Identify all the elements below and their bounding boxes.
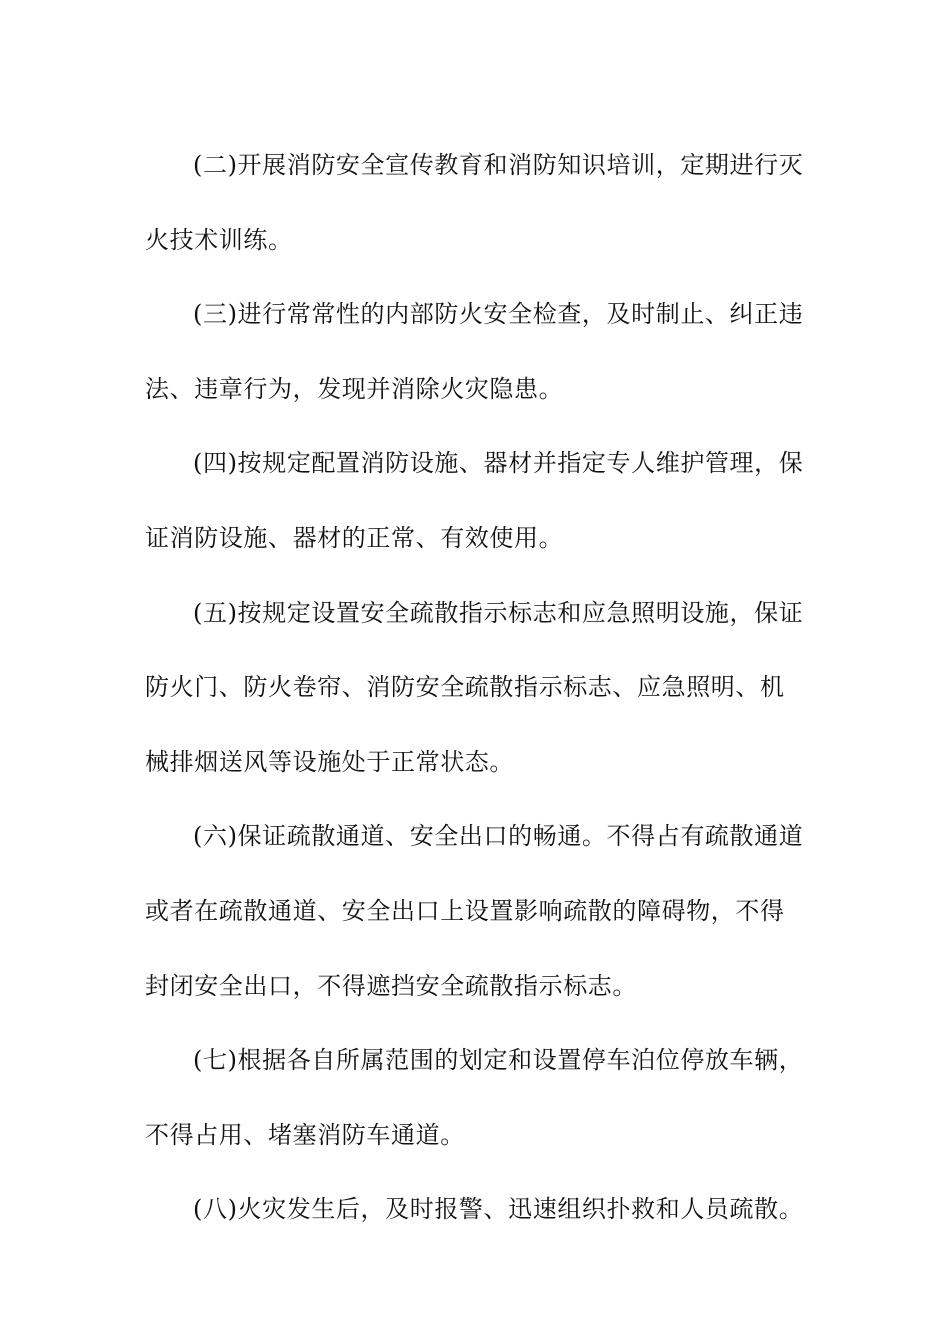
paragraph-item-4: (四)按规定配置消防设施、器材并指定专人维护管理，保证消防设施、器材的正常、有效使用。 bbox=[145, 449, 804, 552]
paragraph-item-6: (六)保证疏散通道、安全出口的畅通。不得占有疏散通道或者在疏散通道、安全出口上设置影响疏散的障碍物，不得封闭安全出口，不得遮挡安全疏散指示标志。 bbox=[145, 822, 804, 1000]
paragraph-item-2: (二)开展消防安全宣传教育和消防知识培训，定期进行灭火技术训练。 bbox=[145, 151, 804, 254]
document-body bbox=[145, 128, 805, 1247]
paragraph-item-5: (五)按规定设置安全疏散指示标志和应急照明设施，保证防火门、防火卷帘、消防安全疏散指示标志、应急照明、机械排烟送风等设施处于正常状态。 bbox=[145, 598, 804, 776]
paragraph-item-3: (三)进行常常性的内部防火安全检查，及时制止、纠正违法、违章行为，发现并消除火灾隐患。 bbox=[145, 300, 804, 403]
paragraph-item-8: (八)火灾发生后，及时报警、迅速组织扑救和人员疏散。 bbox=[193, 1195, 804, 1224]
paragraph-item-7: (七)根据各自所属范围的划定和设置停车泊位停放车辆，不得占用、堵塞消防车通道。 bbox=[145, 1046, 804, 1149]
